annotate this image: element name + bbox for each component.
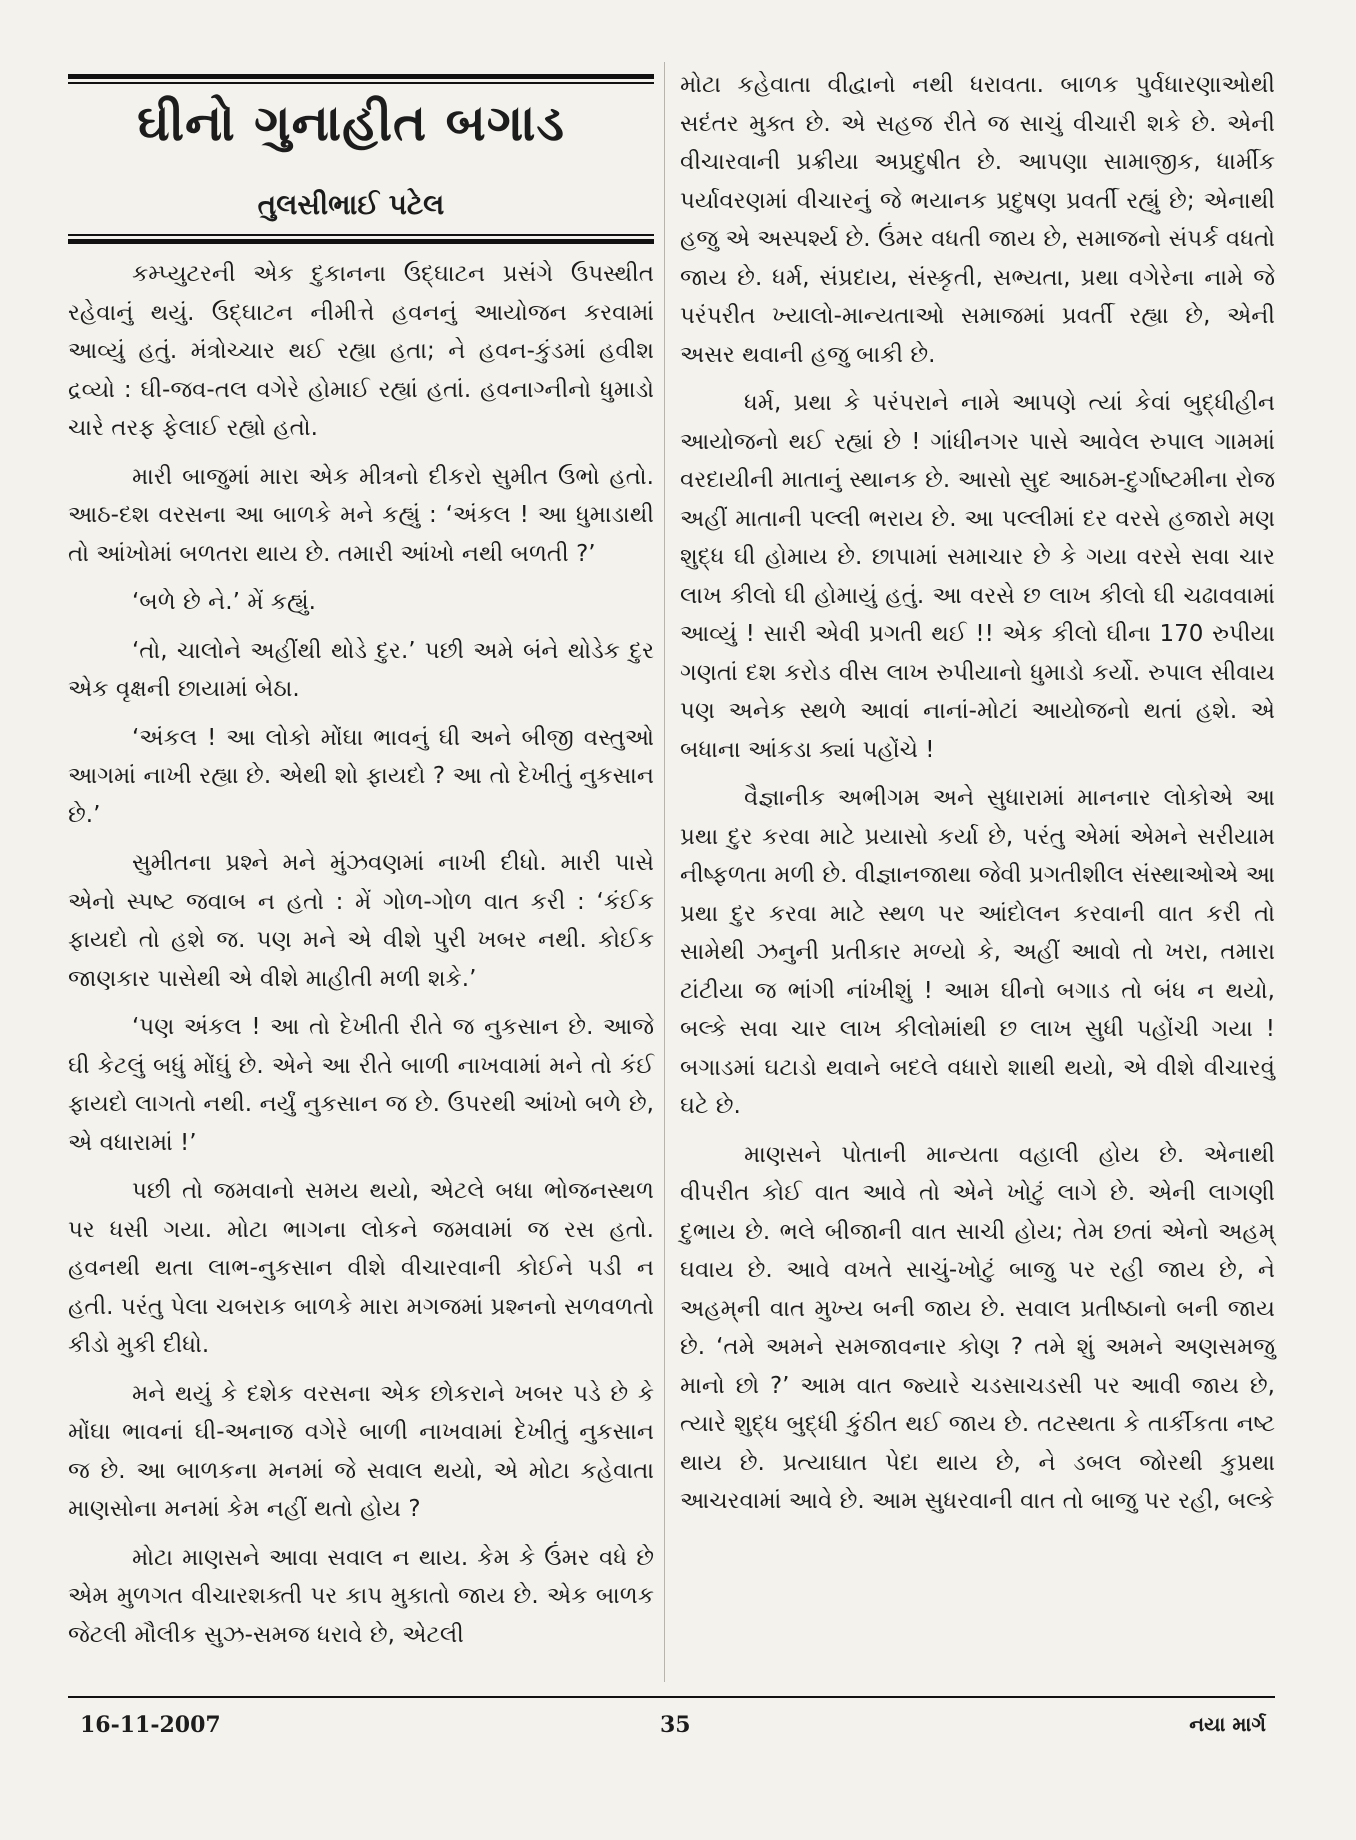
paragraph: વૈજ્ઞાનીક અભીગમ અને સુધારામાં માનનાર લોકોએ આ પ્રથા દુર કરવા માટે પ્રયાસો કર્યા છે, પરંતુ એમાં એમને સરીયામ નીષ્ફળતા મળી છે. વીજ્ઞાનજાથા જેવી પ્રગતીશીલ સંસ્થાઓએ આ પ્રથા દુર કરવા માટે સ્થળ પર આંદોલન કરવાની વાત કરી તો સામેથી ઝનુની પ્રતીકાર મળ્યો કે, અહીં આવો તો ખરા, તમારા ટાંટીયા જ ભાંગી નાંખીશું ! આમ ઘીનો બગાડ તો બંધ ન થયો, બલ્કે સવા ચાર લાખ કીલોમાંથી છ લાખ સુધી પહોંચી ગયા ! બગાડમાં ઘટાડો થવાને બદલે વધારો શાથી થયો, એ વીશે વીચારવું ઘટે છે.	[680, 785, 1275, 1119]
magazine-name: નયા માર્ગ	[1189, 1712, 1266, 1736]
paragraph: મને થયું કે દશેક વરસના એક છોકરાને ખબર પડે છે કે મોંઘા ભાવનાં ઘી-અનાજ વગેરે બાળી નાખવામાં દેખીતું નુકસાન જ છે. આ બાળકના મનમાં જે સવાલ થયો, એ મોટા કહેવાતા માણસોના મનમાં કેમ નહીં થતો હોય ?	[68, 1380, 654, 1522]
paragraph: ‘બળે છે ને.’ મેં કહ્યું.	[132, 589, 316, 615]
column-divider	[664, 62, 665, 1682]
article-title: ઘીનો ગુનાહીત બગાડ	[137, 94, 565, 152]
paragraph: કમ્પ્યુટરની એક દુકાનના ઉદ્‌ઘાટન પ્રસંગે ઉપસ્થીત રહેવાનું થયું. ઉદ્‌ઘાટન નીમીત્તે હવનનું આયોજન કરવામાં આવ્યું હતું. મંત્રોચ્ચાર થઈ રહ્યા હતા; ને હવન-કુંડમાં હવીશ દ્રવ્યો : ઘી-જવ-તલ વગેરે હોમાઈ રહ્યાં હતાં. હવનાગ્નીનો ધુમાડો ચારે તરફ ફેલાઈ રહ્યો હતો.	[68, 261, 654, 441]
title-bottom-rule-thin	[68, 234, 654, 236]
paragraph: માણસને પોતાની માન્યતા વહાલી હોય છે. એનાથી વીપરીત કોઈ વાત આવે તો એને ખોટું લાગે છે. એની લાગણી દુભાય છે. ભલે બીજાની વાત સાચી હોય; તેમ છતાં એનો અહમ્ ઘવાય છે. આવે વખતે સાચું-ખોટું બાજુ પર રહી જાય છે, ને અહમ્‌ની વાત મુખ્ય બની જાય છે. સવાલ પ્રતીષ્ઠાનો બની જાય છે. ‘તમે અમને સમજાવનાર કોણ ? તમે શું અમને અણસમજુ માનો છો ?’ આમ વાત જ્યારે ચડસાચડસી પર આવી જાય છે, ત્યારે શુદ્ધ બુદ્ધી કુંઠીત થઈ જાય છે. તટસ્થતા કે તાર્કીકતા નષ્ટ થાય છે. પ્રત્યાઘાત પેદા થાય છે, ને ડબલ જોરથી કુપ્રથા આચરવામાં આવે છે. આમ સુધરવાની વાત તો બાજુ પર રહી, બલ્કે	[680, 1141, 1275, 1514]
left-column	[68, 255, 654, 1664]
paragraph: ‘તો, ચાલોને અહીંથી થોડે દુર.’ પછી અમે બંને થોડેક દુર એક વૃક્ષની છાયામાં બેઠા.	[68, 637, 654, 702]
footer-rule	[68, 1696, 1275, 1698]
right-column	[680, 66, 1275, 1531]
title-top-rule	[68, 74, 654, 79]
paragraph: પછી તો જમવાનો સમય થયો, એટલે બધા ભોજનસ્થળ પર ધસી ગયા. મોટા ભાગના લોકને જમવામાં જ રસ હતો. હવનથી થતા લાભ-નુકસાન વીશે વીચારવાની કોઈને પડી ન હતી. પરંતુ પેલા ચબરાક બાળકે મારા મગજમાં પ્રશ્નનો સળવળતો કીડો મુકી દીધો.	[68, 1178, 654, 1358]
paragraph: મારી બાજુમાં મારા એક મીત્રનો દીકરો સુમીત ઉભો હતો. આઠ-દશ વરસના આ બાળકે મને કહ્યું : ‘અંકલ ! આ ધુમાડાથી તો આંખોમાં બળતરા થાય છે. તમારી આંખો નથી બળતી ?’	[68, 463, 654, 567]
paragraph: ‘પણ અંકલ ! આ તો દેખીતી રીતે જ નુકસાન છે. આજે ઘી કેટલું બધું મોંઘું છે. એને આ રીતે બાળી નાખવામાં મને તો કંઈ ફાયદો લાગતો નથી. નર્યું નુકસાન જ છે. ઉપરથી આંખો બળે છે, એ વધારામાં !’	[68, 1014, 654, 1156]
paragraph: મોટા માણસને આવા સવાલ ન થાય. કેમ કે ઉંમર વધે છે એમ મુળગત વીચારશક્તી પર કાપ મુકાતો જાય છે. એક બાળક જેટલી મૌલીક સુઝ-સમજ ધરાવે છે, એટલી	[68, 1544, 654, 1648]
title-bottom-rule	[68, 239, 654, 244]
title-top-rule-thin	[68, 82, 654, 84]
page-number: 35	[660, 1712, 691, 1738]
footer-date: 16-11-2007	[80, 1712, 221, 1738]
paragraph: મોટા કહેવાતા વીદ્વાનો નથી ધરાવતા. બાળક પુર્વધારણાઓથી સદંતર મુક્ત છે. એ સહજ રીતે જ સાચું વીચારી શકે છે. એની વીચારવાની પ્રક્રીયા અપ્રદુષીત છે. આપણા સામાજીક, ધાર્મીક પર્યાવરણમાં વીચારનું જે ભયાનક પ્રદુષણ પ્રવર્તી રહ્યું છે; એનાથી હજુ એ અસ્પર્શ્ય છે. ઉંમર વધતી જાય છે, સમાજનો સંપર્ક વધતો જાય છે. ધર્મ, સંપ્રદાય, સંસ્કૃતી, સભ્યતા, પ્રથા વગેરેના નામે જે પરંપરીત ખ્યાલો-માન્યતાઓ સમાજમાં પ્રવર્તી રહ્યા છે, એની અસર થવાની હજુ બાકી છે.	[680, 72, 1275, 368]
paragraph: ‘અંકલ ! આ લોકો મોંઘા ભાવનું ઘી અને બીજી વસ્તુઓ આગમાં નાખી રહ્યા છે. એથી શો ફાયદો ? આ તો દેખીતું નુકસાન છે.’	[68, 724, 654, 828]
paragraph: ધર્મ, પ્રથા કે પરંપરાને નામે આપણે ત્યાં કેવાં બુદ્ધીહીન આયોજનો થઈ રહ્યાં છે ! ગાંધીનગર પાસે આવેલ રુપાલ ગામમાં વરદાયીની માતાનું સ્થાનક છે. આસો સુદ આઠમ-દુર્ગાષ્ટમીના રોજ અહીં માતાની પલ્લી ભરાય છે. આ પલ્લીમાં દર વરસે હજારો મણ શુદ્ધ ઘી હોમાય છે. છાપામાં સમાચાર છે કે ગયા વરસે સવા ચાર લાખ કીલો ઘી હોમાયું હતું. આ વરસે છ લાખ કીલો ઘી ચઢાવવામાં આવ્યું ! સારી એવી પ્રગતી થઈ !! એક કીલો ઘીના 170 રુપીયા ગણતાં દશ કરોડ વીસ લાખ રુપીયાનો ધુમાડો કર્યો. રુપાલ સીવાય પણ અનેક સ્થળે આવાં નાનાં-મોટાં આયોજનો થતાં હશે. એ બધાના આંકડા ક્યાં પહોંચે !	[680, 390, 1275, 763]
article-author: તુલસીભાઈ પટેલ	[257, 188, 445, 221]
paragraph: સુમીતના પ્રશ્ને મને મુંઝવણમાં નાખી દીધો. મારી પાસે એનો સ્પષ્ટ જવાબ ન હતો : મેં ગોળ-ગોળ વાત કરી : ‘કંઈક ફાયદો તો હશે જ. પણ મને એ વીશે પુરી ખબર નથી. કોઈક જાણકાર પાસેથી એ વીશે માહીતી મળી શકે.’	[68, 850, 654, 992]
